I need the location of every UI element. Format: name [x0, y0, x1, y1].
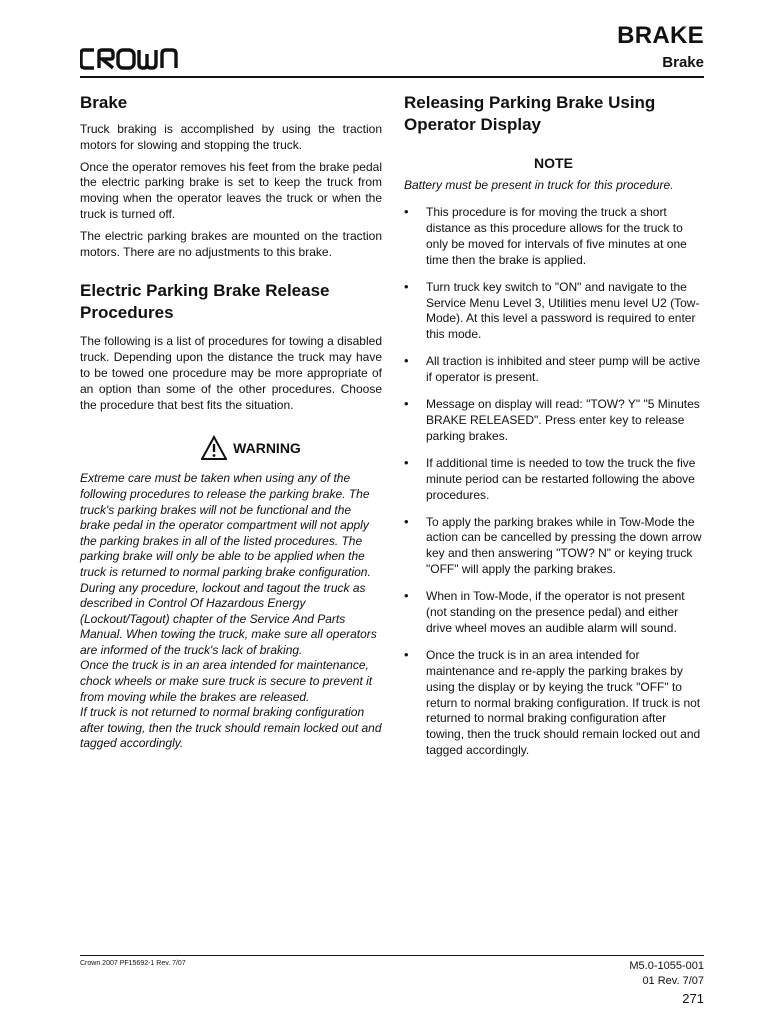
warning-text-3: If truck is not returned to normal braking configuration after towing, then the truck should remain locked out and tagged accordingly.: [80, 705, 382, 751]
list-item: • All traction is inhibited and steer pump will be active if operator is present.: [404, 353, 701, 385]
bullet-icon: •: [404, 204, 409, 219]
section-subtitle: Brake: [662, 54, 704, 71]
note-label: NOTE: [534, 155, 573, 171]
left-column: [80, 92, 382, 752]
warning-header: [120, 431, 382, 465]
warning-text-2: Once the truck is in an area intended for maintenance, chock wheels or make sure truck is secure to prevent it from moving while the brakes are released.: [80, 658, 373, 704]
paragraph-3: The electric parking brakes are mounted on the traction motors. There are no adjustments to this brake.: [80, 228, 382, 259]
warning-text: Extreme care must be taken when using any of the following procedures to release the parking brake. The truck's parking brakes will not be functional and the brake pedal in the operator compartment will not apply the parking brakes in all of the listed procedures. The parking brake will only be able to be applied when the truck is returned to normal parking brake configuration. During any procedure, lockout and tagout the truck as described in Control Of Hazardous Energy (Lockout/Tagout) chapter of the Service And Parts Manual. When towing the truck, make sure all operators are informed of the truck's lack of braking.: [80, 471, 377, 657]
procedure-list: [404, 205, 703, 759]
warning-label: WARNING: [233, 440, 301, 457]
footer-doc-number: M5.0-1055-001: [629, 960, 704, 972]
heading-releasing-parking-brake: Releasing Parking Brake Using Operator Display: [404, 93, 656, 134]
footer-rule: [80, 955, 704, 956]
list-item: • When in Tow-Mode, if the operator is not present (not standing on the presence pedal) and either drive wheel moves an audible alarm will sound.: [404, 588, 685, 635]
list-item: • Once the truck is in an area intended for maintenance and re-apply the parking brakes by using the display or by keying the truck "OFF" to return to normal braking configuration. If truck is not returned to normal braking configuration after towing, then the truck should remain locked out and tagged accordingly.: [404, 646, 701, 758]
footer-copyright: Crown 2007 PF15692-1 Rev. 7/07: [80, 960, 186, 967]
list-item: • Turn truck key switch to "ON" and navigate to the Service Menu Level 3, Utilities menu level U2 (Tow-Mode). At this level a password is required to enter this mode.: [404, 278, 700, 342]
paragraph-4: The following is a list of procedures for towing a disabled truck. Depending upon the distance the truck may have to be towed one procedure may be more appropriate of an option than some of the other procedures. Choose the procedure that best fits the situation.: [80, 334, 382, 412]
list-item: • If additional time is needed to tow the truck the five minute period can be restarted following the above procedures.: [404, 454, 696, 502]
list-item: • To apply the parking brakes while in Tow-Mode the action can be cancelled by pressing the down arrow key and then answering "TOW? N" or keying truck "OFF" will apply the parking brakes.: [404, 513, 702, 577]
paragraph-2: Once the operator removes his feet from the brake pedal the electric parking brake is set to keep the truck from moving when the operator leaves the truck or when the truck is turned off.: [80, 159, 382, 221]
crown-logo: [80, 46, 186, 72]
bullet-icon: •: [404, 396, 409, 412]
list-item: • This procedure is for moving the truck a short distance as this procedure allows for the truck to only be moved for intervals of five minutes at one time then the brake is applied.: [404, 204, 687, 267]
bullet-icon: •: [404, 646, 409, 662]
note-text: Battery must be present in truck for this procedure.: [404, 178, 674, 192]
header-rule: [80, 76, 704, 78]
warning-triangle-icon: [201, 435, 227, 461]
bullet-icon: •: [404, 588, 409, 604]
chapter-title: BRAKE: [617, 22, 704, 49]
right-column: [404, 92, 703, 770]
bullet-icon: •: [404, 513, 409, 529]
paragraph-1: Truck braking is accomplished by using the traction motors for slowing and stopping the truck.: [80, 122, 382, 152]
list-item: • Message on display will read: "TOW? Y" "5 Minutes BRAKE RELEASED". Press enter key to release parking brakes.: [404, 396, 700, 443]
heading-release-procedures: Electric Parking Brake Release Procedures: [80, 281, 330, 323]
page-number: 271: [682, 991, 704, 1006]
bullet-icon: •: [404, 353, 409, 369]
bullet-icon: •: [404, 454, 409, 470]
bullet-icon: •: [404, 278, 409, 294]
footer-revision: 01 Rev. 7/07: [642, 975, 704, 987]
heading-brake: Brake: [80, 93, 128, 112]
